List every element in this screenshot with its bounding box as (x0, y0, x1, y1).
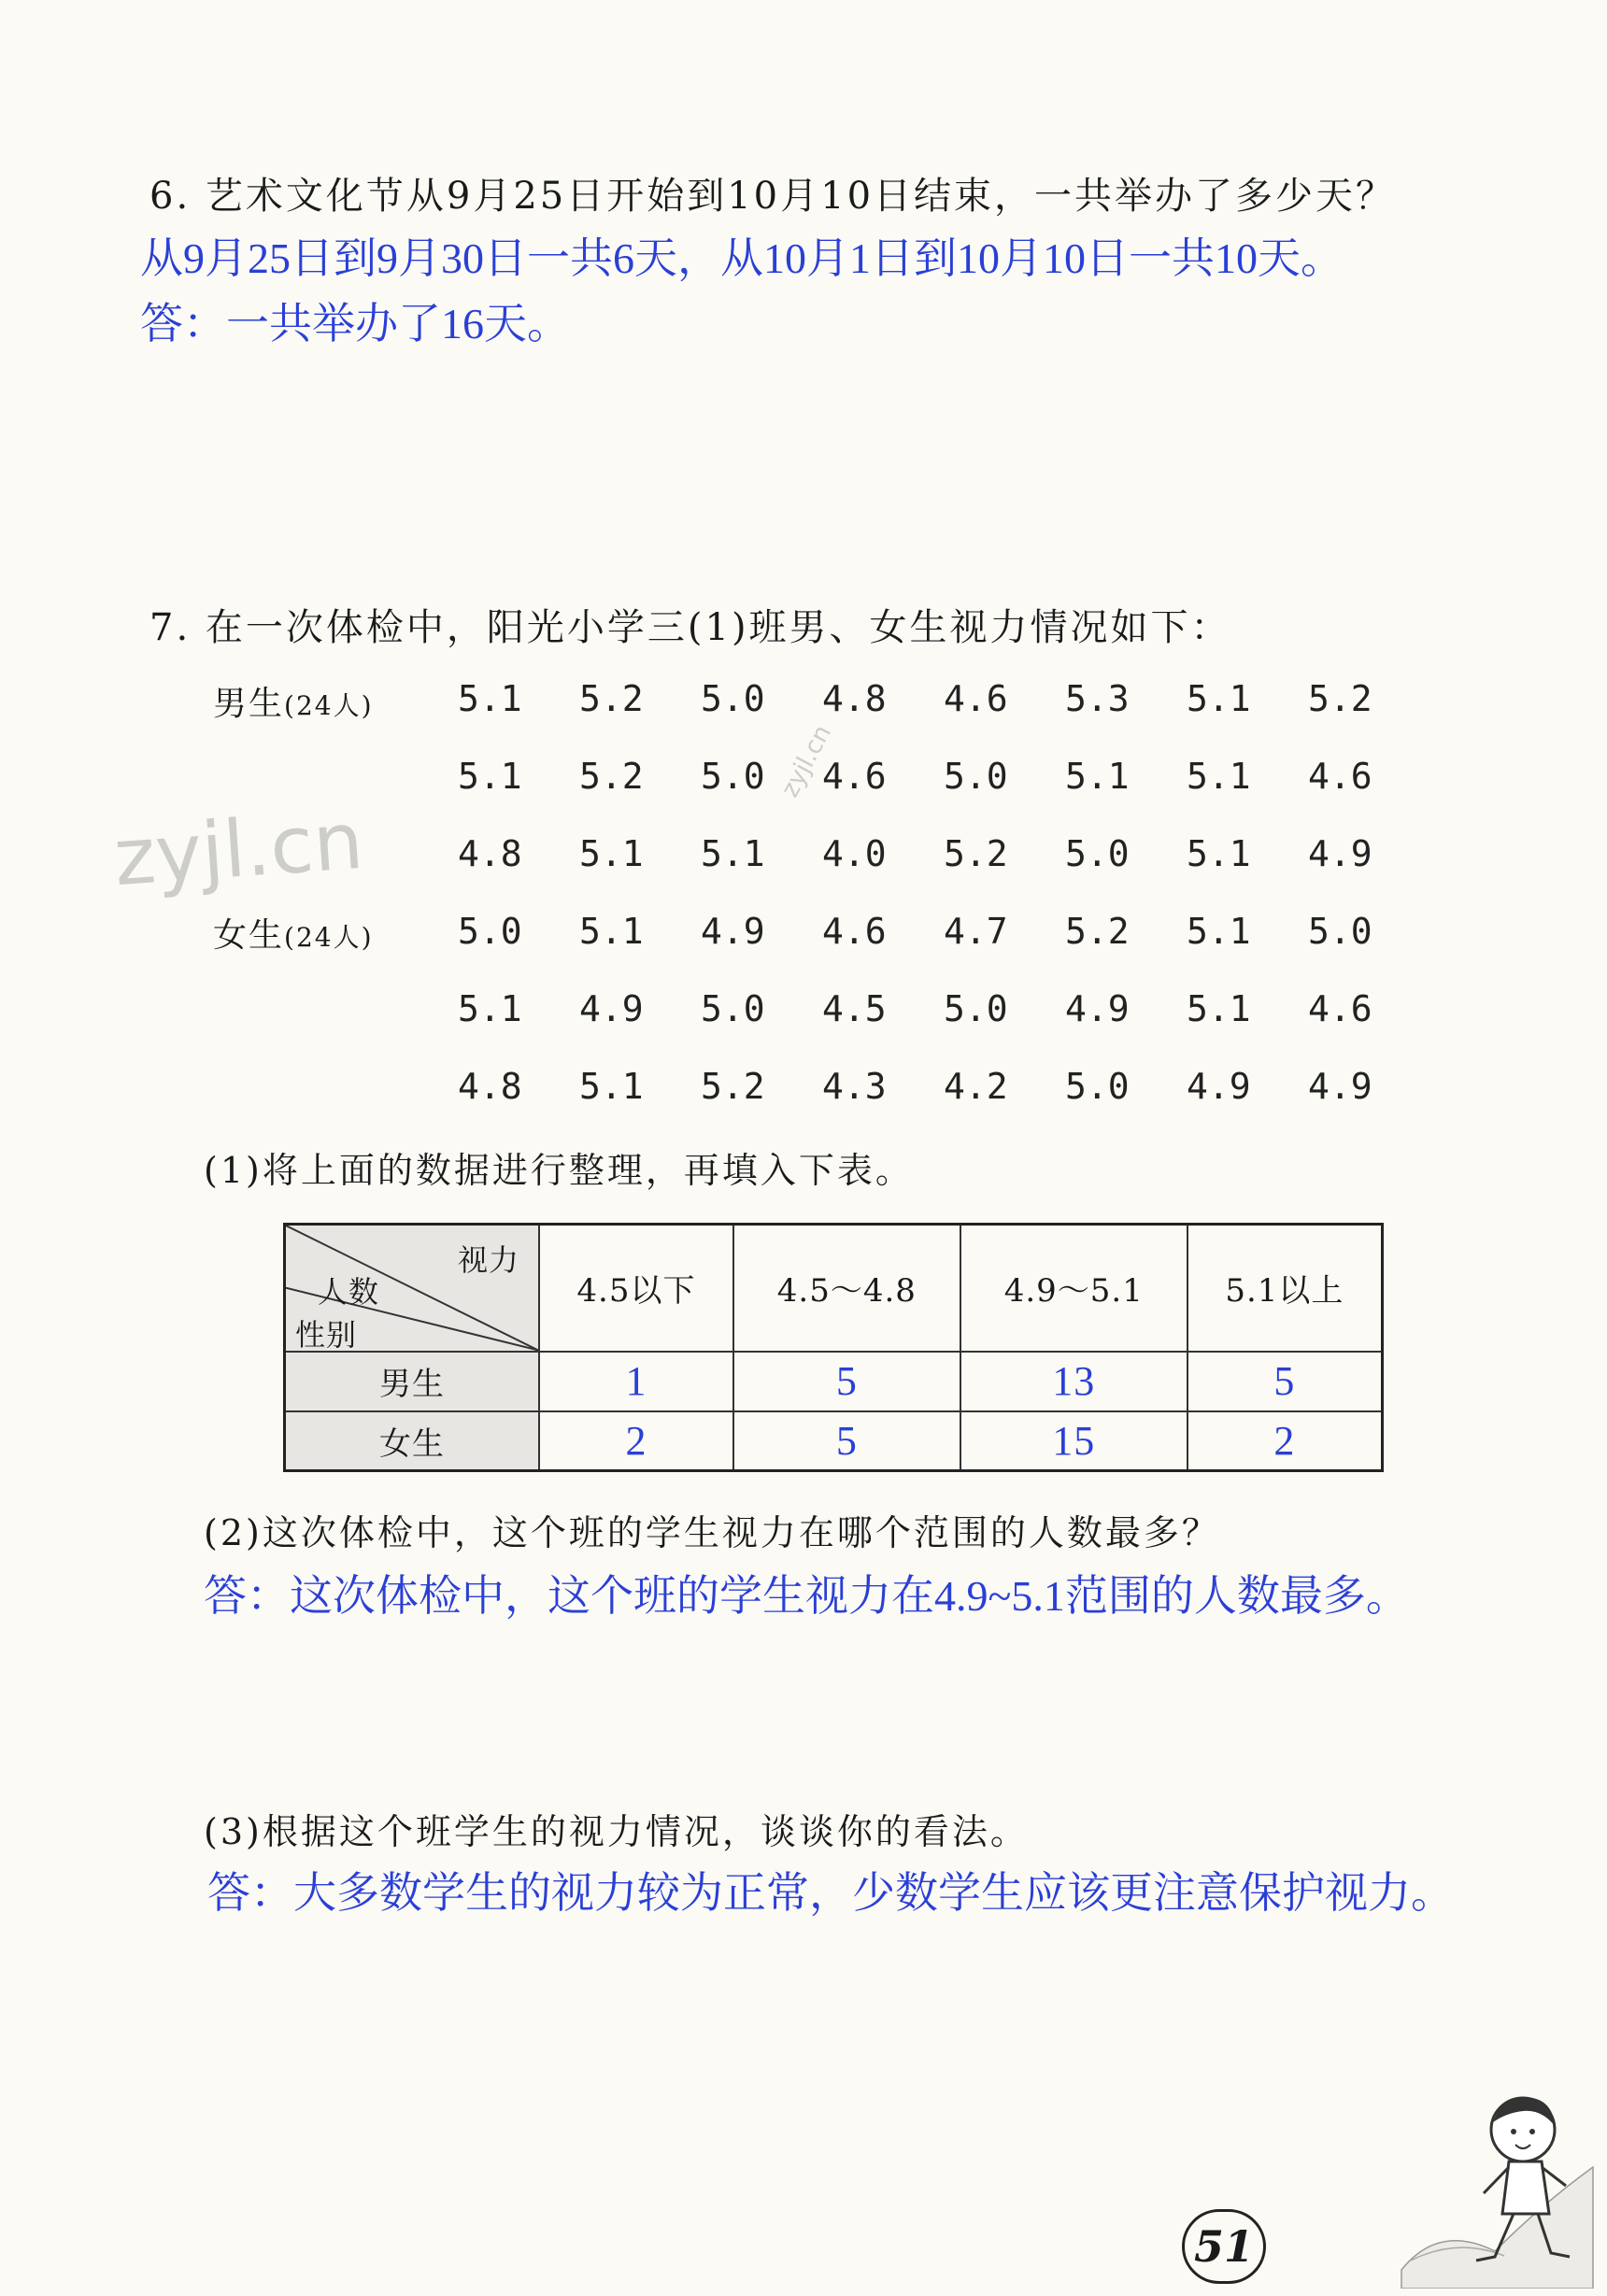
column-header: 4.9～5.1 (960, 1225, 1187, 1352)
column-header: 5.1以上 (1187, 1225, 1383, 1352)
vision-value: 5.2 (1065, 911, 1130, 952)
table-row (285, 1411, 1383, 1471)
row-label-girls: 女生 (285, 1411, 540, 1471)
vision-value: 5.0 (1065, 833, 1130, 874)
table-corner-cell (285, 1225, 540, 1352)
vision-table (283, 1223, 1384, 1472)
table-cell: 2 (539, 1411, 733, 1471)
table-row (285, 1352, 1383, 1411)
boys-count: (24人) (284, 690, 374, 721)
vision-value: 5.2 (1308, 678, 1372, 719)
q6-answer-line2: 答：一共举办了16天。 (140, 300, 570, 347)
vision-value: 5.1 (1187, 988, 1251, 1029)
vision-value: 4.2 (944, 1066, 1008, 1107)
vision-value: 5.1 (579, 1066, 644, 1107)
q7-part2: (2)这次体检中，这个班的学生视力在哪个范围的人数最多？ (204, 1512, 1220, 1553)
vision-value: 4.9 (1308, 1066, 1372, 1107)
row-label-boys: 男生 (285, 1352, 540, 1411)
column-header: 4.5～4.8 (733, 1225, 960, 1352)
vision-value: 5.2 (701, 1066, 765, 1107)
vision-value: 4.6 (822, 911, 887, 952)
vision-value: 4.8 (822, 678, 887, 719)
vision-value: 4.5 (822, 988, 887, 1029)
vision-value: 5.1 (1187, 911, 1251, 952)
girls-count: (24人) (284, 922, 374, 953)
corner-label-count: 人数 (318, 1274, 380, 1310)
vision-value: 5.0 (1065, 1066, 1130, 1107)
vision-value: 5.0 (944, 756, 1008, 797)
vision-value: 4.7 (944, 911, 1008, 952)
vision-value: 5.1 (458, 988, 522, 1029)
watermark-small: zyjl.cn (775, 720, 837, 802)
vision-value: 4.9 (579, 988, 644, 1029)
girls-label (213, 909, 374, 957)
vision-value: 4.9 (1187, 1066, 1251, 1107)
corner-label-vision: 视力 (457, 1242, 519, 1278)
vision-value: 5.1 (579, 911, 644, 952)
vision-value: 5.2 (579, 756, 644, 797)
vision-value: 5.1 (1187, 833, 1251, 874)
page-number: 51 (1182, 2209, 1266, 2284)
vision-value: 5.1 (1065, 756, 1130, 797)
vision-value: 5.0 (944, 988, 1008, 1029)
vision-value: 4.3 (822, 1066, 887, 1107)
watermark-large: zyjl.cn (110, 794, 366, 904)
vision-value: 4.0 (822, 833, 887, 874)
table-cell: 5 (733, 1411, 960, 1471)
vision-value: 5.1 (1187, 756, 1251, 797)
vision-value: 5.2 (579, 678, 644, 719)
vision-value: 4.6 (822, 756, 887, 797)
q6-answer-line1: 从9月25日到9月30日一共6天，从10月1日到10月10日一共10天。 (140, 234, 1344, 282)
vision-value: 4.9 (701, 911, 765, 952)
table-cell: 15 (960, 1411, 1187, 1471)
boys-label (213, 677, 374, 725)
vision-value: 5.3 (1065, 678, 1130, 719)
vision-value: 5.1 (579, 833, 644, 874)
q7-question (149, 598, 1231, 651)
table-cell: 5 (1187, 1352, 1383, 1411)
corner-label-gender: 性别 (295, 1317, 358, 1353)
table-cell: 5 (733, 1352, 960, 1411)
vision-value: 5.0 (458, 911, 522, 952)
table-cell: 13 (960, 1352, 1187, 1411)
vision-value: 5.1 (458, 678, 522, 719)
vision-value: 4.8 (458, 1066, 522, 1107)
q7-number: 7. (149, 606, 192, 649)
column-header: 4.5以下 (539, 1225, 733, 1352)
q7-answer2: 答：这次体检中，这个班的学生视力在4.9~5.1范围的人数最多。 (204, 1572, 1409, 1620)
vision-value: 4.6 (1308, 756, 1372, 797)
q6-question (149, 166, 1396, 220)
table-cell: 2 (1187, 1411, 1383, 1471)
girls-label-text: 女生 (213, 916, 285, 955)
vision-value: 5.0 (701, 988, 765, 1029)
table-cell: 1 (539, 1352, 733, 1411)
vision-value: 5.1 (701, 833, 765, 874)
vision-value: 4.9 (1065, 988, 1130, 1029)
q7-text: 在一次体检中，阳光小学三(1)班男、女生视力情况如下： (205, 606, 1231, 649)
vision-value: 5.0 (701, 756, 765, 797)
q6-number: 6. (149, 175, 192, 218)
vision-value: 4.6 (944, 678, 1008, 719)
q7-answer3: 答：大多数学生的视力较为正常，少数学生应该更注意保护视力。 (207, 1869, 1454, 1917)
vision-value: 5.1 (1187, 678, 1251, 719)
vision-value: 5.1 (458, 756, 522, 797)
boys-label-text: 男生 (213, 685, 285, 723)
q7-part3: (3)根据这个班学生的视力情况，谈谈你的看法。 (204, 1811, 1029, 1852)
vision-value: 4.9 (1308, 833, 1372, 874)
vision-value: 5.2 (944, 833, 1008, 874)
vision-value: 4.8 (458, 833, 522, 874)
q6-text: 艺术文化节从9月25日开始到10月10日结束，一共举办了多少天？ (205, 175, 1397, 218)
running-boy-illustration (1383, 2036, 1598, 2289)
q7-part1: (1)将上面的数据进行整理，再填入下表。 (204, 1150, 914, 1191)
vision-value: 5.0 (701, 678, 765, 719)
vision-value: 4.6 (1308, 988, 1372, 1029)
vision-value: 5.0 (1308, 911, 1372, 952)
